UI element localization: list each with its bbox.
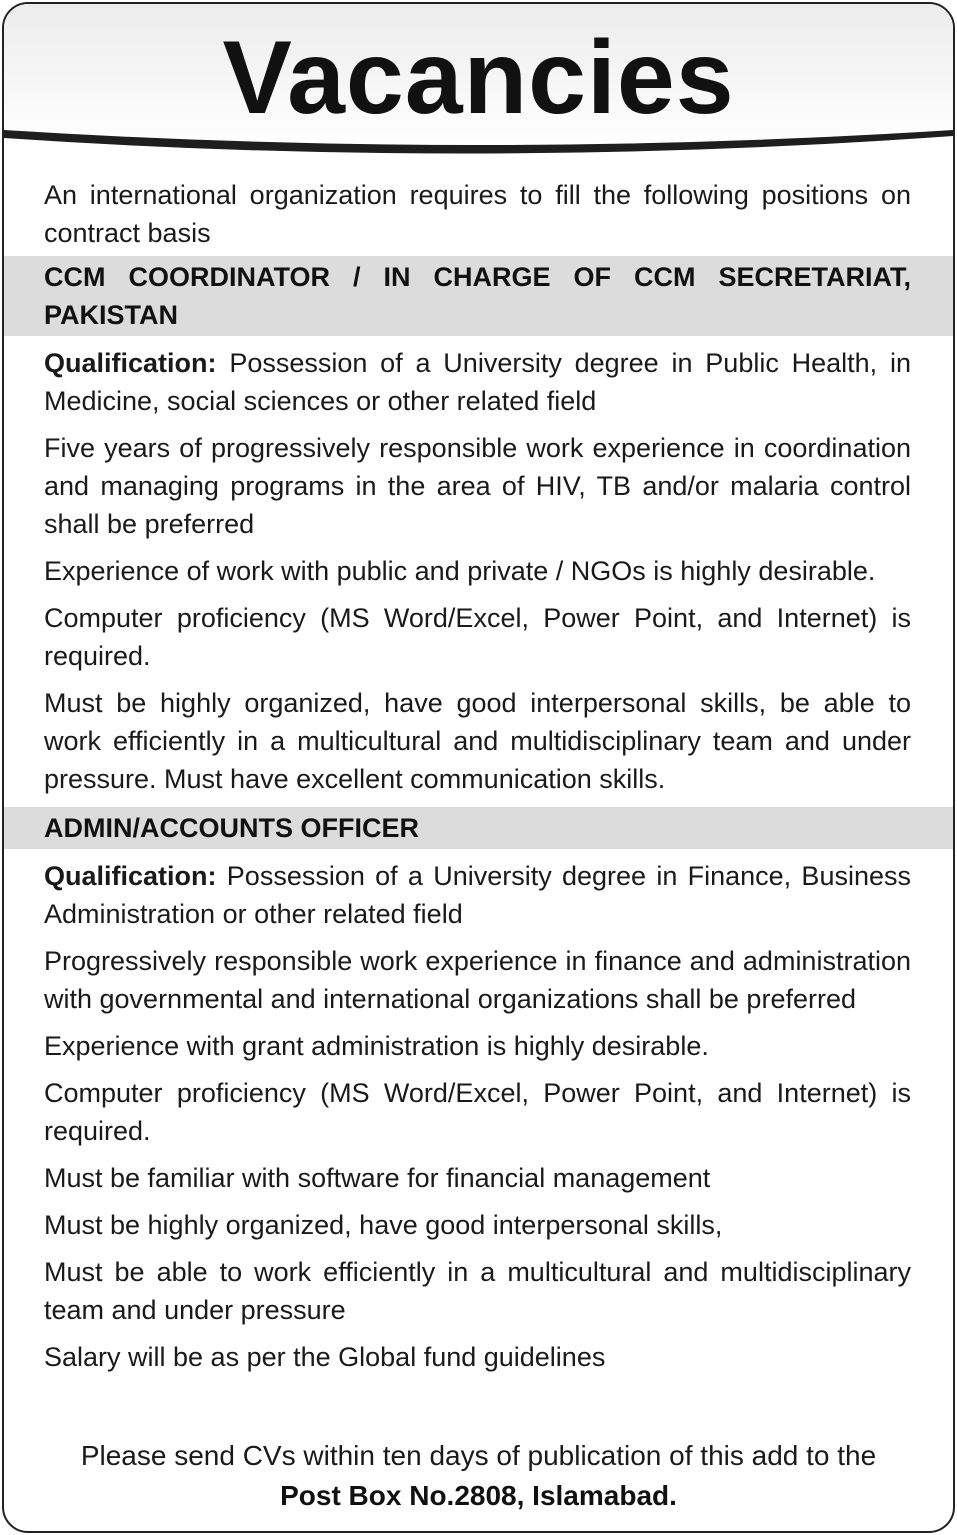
requirement-item: Must be able to work efficiently in a multicultural and multidisciplinary team and under pressure — [44, 1257, 911, 1325]
title-underline — [4, 126, 953, 166]
qualification-text: Possession of a University degree in Finance, Business Administration or other related field — [44, 861, 911, 929]
intro-text: An international organization requires to fill the following positions on contract basis — [44, 180, 911, 248]
qualification-label: Qualification: — [44, 348, 217, 378]
ad-body — [4, 176, 953, 1385]
requirement-item: Computer proficiency (MS Word/Excel, Power Point, and Internet) is required. — [44, 1078, 911, 1146]
requirement-item: Salary will be as per the Global fund guidelines — [44, 1342, 606, 1372]
qualification-paragraph — [44, 857, 911, 933]
ad-title: Vacancies — [222, 20, 735, 136]
qualification-label: Qualification: — [44, 861, 217, 891]
requirement-item: Experience of work with public and private / NGOs is highly desirable. — [44, 556, 876, 586]
requirement-item: Experience with grant administration is highly desirable. — [44, 1031, 709, 1061]
closing-instruction: Please send CVs within ten days of publication of this add to the — [80, 1440, 877, 1471]
position-heading: ADMIN/ACCOUNTS OFFICER — [44, 813, 419, 843]
requirement-item: Must be familiar with software for financial management — [44, 1163, 711, 1193]
qualification-paragraph — [44, 344, 911, 420]
vacancy-advertisement — [2, 2, 955, 1533]
qualification-text: Possession of a University degree in Public Health, in Medicine, social sciences or other related field — [44, 348, 911, 416]
requirement-item: Progressively responsible work experience in finance and administration with governmental and international organizations shall be preferred — [44, 946, 911, 1014]
closing-address: Post Box No.2808, Islamabad. — [280, 1480, 677, 1511]
position-heading: CCM COORDINATOR / IN CHARGE OF CCM SECRETARIAT, PAKISTAN — [44, 262, 911, 330]
position-heading-band — [4, 807, 953, 849]
requirement-item: Must be highly organized, have good interpersonal skills, be able to work efficiently in a multicultural and multidisciplinary team and under pressure. Must have excellent communication skills. — [44, 688, 911, 794]
header-band — [4, 4, 953, 144]
closing-block — [4, 1436, 953, 1516]
requirement-item: Must be highly organized, have good interpersonal skills, — [44, 1210, 723, 1240]
position-heading-band — [4, 256, 953, 336]
requirement-item: Five years of progressively responsible work experience in coordination and managing programs in the area of HIV, TB and/or malaria control shall be preferred — [44, 433, 911, 539]
requirement-item: Computer proficiency (MS Word/Excel, Power Point, and Internet) is required. — [44, 603, 911, 671]
